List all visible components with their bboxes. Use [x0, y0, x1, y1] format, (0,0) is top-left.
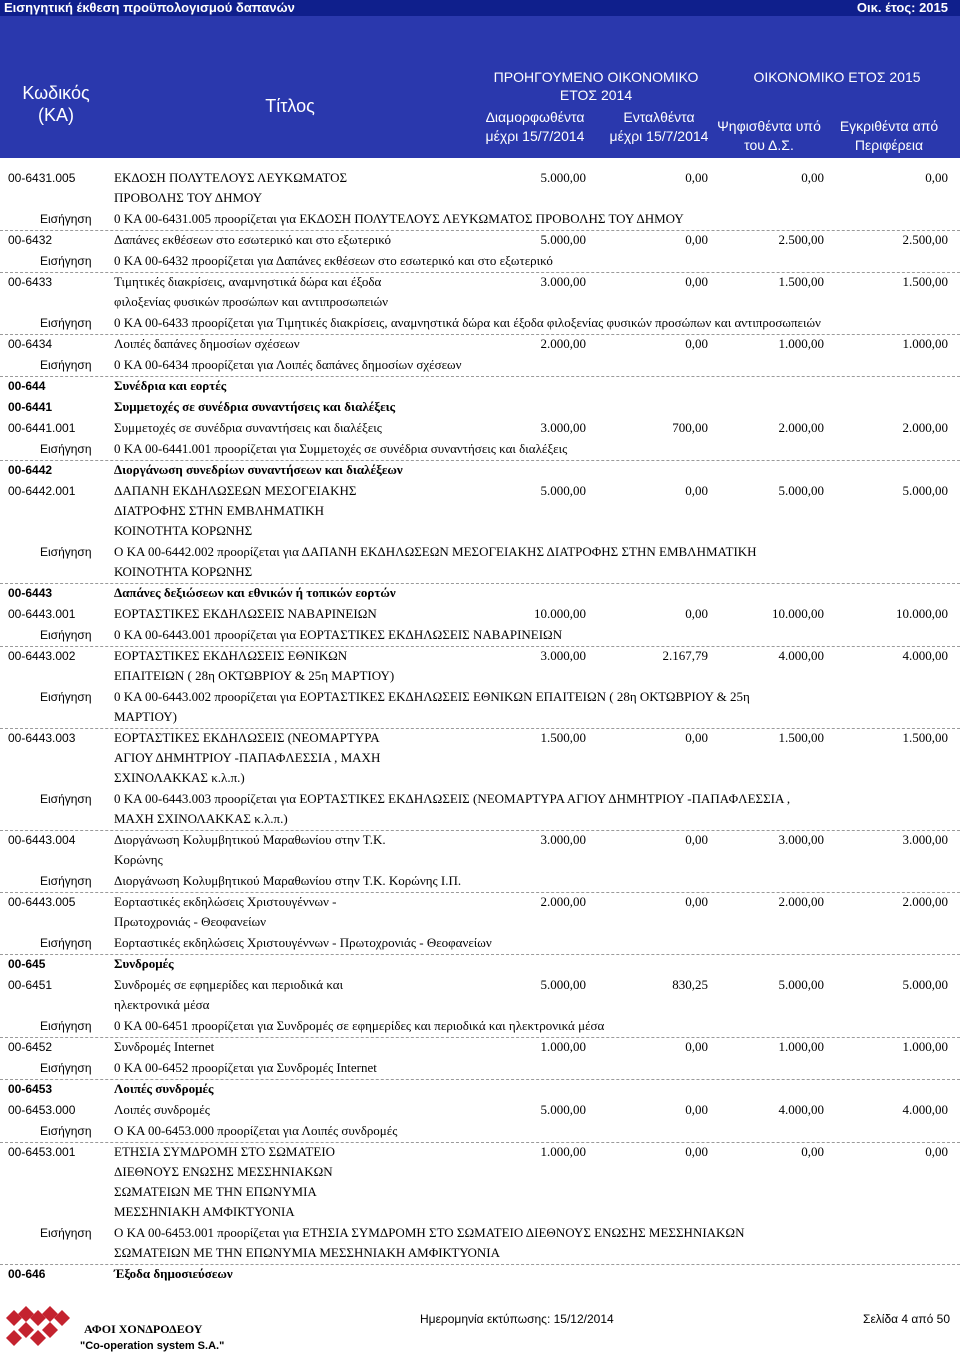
recommendation-text: ΚΟΙΝΟΤΗΤΑ ΚΟΡΩΝΗΣ	[114, 564, 253, 579]
account-title: ΚΟΙΝΟΤΗΤΑ ΚΟΡΩΝΗΣ	[114, 523, 253, 538]
account-title: Διοργάνωση Κολυμβητικού Μαραθωνίου στην Τ.Κ.	[114, 832, 386, 847]
formed-amount: 2.000,00	[540, 336, 586, 351]
formed-amount: 5.000,00	[540, 1102, 586, 1117]
voted-amount: 3.000,00	[778, 832, 824, 847]
account-title: ΕΟΡΤΑΣΤΙΚΕΣ ΕΚΔΗΛΩΣΕΙΣ (ΝΕΟΜΑΡΤΥΡΑ	[114, 730, 380, 745]
recommendation-row	[0, 871, 960, 893]
voted-amount: 2.000,00	[778, 894, 824, 909]
budget-line-row	[0, 481, 960, 542]
ordered-amount: 0,00	[685, 170, 708, 185]
recommendation-label: Εισήγηση	[40, 1124, 92, 1138]
account-title: ΕΟΡΤΑΣΤΙΚΕΣ ΕΚΔΗΛΩΣΕΙΣ ΝΑΒΑΡΙΝΕΙΩΝ	[114, 606, 377, 621]
voted-amount: 4.000,00	[778, 1102, 824, 1117]
formed-amount: 3.000,00	[540, 274, 586, 289]
account-code: 00-6442	[8, 463, 53, 477]
account-title: Διοργάνωση συνεδρίων συναντήσεων και διαλέξεων	[114, 462, 403, 477]
approved-amount: 0,00	[925, 170, 948, 185]
recommendation-row	[0, 355, 960, 377]
ordered-amount: 0,00	[685, 894, 708, 909]
previous-year-header: ΠΡΟΗΓΟΥΜΕΝΟ ΟΙΚΟΝΟΜΙΚΟ ΕΤΟΣ 2014	[493, 69, 699, 103]
report-title: Εισηγητική έκθεση προϋπολογισμού δαπανών	[4, 0, 295, 15]
formed-amount: 5.000,00	[540, 977, 586, 992]
recommendation-label: Εισήγηση	[40, 316, 92, 330]
account-code: 00-6443.001	[8, 607, 76, 621]
budget-line-row	[0, 646, 960, 687]
account-title: ΔΑΠΑΝΗ ΕΚΔΗΛΩΣΕΩΝ ΜΕΣΟΓΕΙΑΚΗΣ	[114, 483, 357, 498]
approved-amount: 5.000,00	[902, 977, 948, 992]
recommendation-text: 0 ΚΑ 00-6443.002 προορίζεται για ΕΟΡΤΑΣΤΙΚΕΣ ΕΚΔΗΛΩΣΕΙΣ ΕΘΝΙΚΩΝ ΕΠΑΙΤΕΙΩΝ ( 28η ΟΚΤΩΒΡΙΟΥ & 25η	[114, 689, 750, 704]
recommendation-text: Ο ΚΑ 00-6442.002 προορίζεται για ΔΑΠΑΝΗ ΕΚΔΗΛΩΣΕΩΝ ΜΕΣΟΓΕΙΑΚΗΣ ΔΙΑΤΡΟΦΗΣ ΣΤΗΝ ΕΜΒΛΗΜΑΤΙΚΗ	[114, 544, 757, 559]
recommendation-row	[0, 313, 960, 335]
recommendation-label: Εισήγηση	[40, 690, 92, 704]
approved-amount: 4.000,00	[902, 648, 948, 663]
account-code: 00-6443.003	[8, 731, 76, 745]
voted-amount: 1.500,00	[778, 730, 824, 745]
budget-line-row	[0, 1037, 960, 1058]
account-title: ΠΡΟΒΟΛΗΣ ΤΟΥ ΔΗΜΟΥ	[114, 190, 263, 205]
recommendation-label: Εισήγηση	[40, 442, 92, 456]
account-title: ΕΟΡΤΑΣΤΙΚΕΣ ΕΚΔΗΛΩΣΕΙΣ ΕΘΝΙΚΩΝ	[114, 648, 348, 663]
account-code: 00-6432	[8, 233, 53, 247]
formed-amount: 5.000,00	[540, 232, 586, 247]
account-title: Συνδρομές Internet	[114, 1039, 215, 1054]
recommendation-text: ΜΑΡΤΙΟΥ)	[114, 709, 177, 724]
recommendation-text: 0 ΚΑ 00-6432 προορίζεται για Δαπάνες εκθέσεων στο εσωτερικό και στο εξωτερικό	[114, 253, 553, 268]
account-title: Δαπάνες εκθέσεων στο εσωτερικό και στο εξωτερικό	[114, 232, 392, 247]
formed-amount: 1.000,00	[540, 1144, 586, 1159]
account-code: 00-6443.004	[8, 833, 76, 847]
recommendation-text: Ο ΚΑ 00-6453.001 προορίζεται για ΕΤΗΣΙΑ ΣΥΜΔΡΟΜΗ ΣΤΟ ΣΩΜΑΤΕΙΟ ΔΙΕΘΝΟΥΣ ΕΝΩΣΗΣ ΜΕΣΣΗΝΙΑΚΩΝ	[114, 1225, 745, 1240]
account-title: ΕΤΗΣΙΑ ΣΥΜΔΡΟΜΗ ΣΤΟ ΣΩΜΑΤΕΙΟ	[114, 1144, 336, 1159]
voted-amount: 4.000,00	[778, 648, 824, 663]
recommendation-row	[0, 1121, 960, 1143]
approved-amount: 0,00	[925, 1144, 948, 1159]
recommendation-label: Εισήγηση	[40, 1019, 92, 1033]
approved-amount: 2.500,00	[902, 232, 948, 247]
formed-amount: 10.000,00	[534, 606, 586, 621]
recommendation-row	[0, 687, 960, 729]
formed-amount: 5.000,00	[540, 170, 586, 185]
recommendation-label: Εισήγηση	[40, 874, 92, 888]
recommendation-row	[0, 1223, 960, 1265]
voted-amount: 0,00	[801, 1144, 824, 1159]
budget-line-row	[0, 604, 960, 625]
recommendation-label: Εισήγηση	[40, 792, 92, 806]
account-code: 00-6453.001	[8, 1145, 76, 1159]
account-title: Κορώνης	[114, 852, 163, 867]
recommendation-text: ΣΩΜΑΤΕΙΩΝ ΜΕ ΤΗΝ ΕΠΩΝΥΜΙΑ ΜΕΣΣΗΝΙΑΚΗ ΑΜΦΙΚΤΥΟΝΙΑ	[114, 1245, 501, 1260]
ordered-amount: 0,00	[685, 336, 708, 351]
budget-line-row	[0, 830, 960, 871]
account-title: ΕΠΑΙΤΕΙΩΝ ( 28η ΟΚΤΩΒΡΙΟΥ & 25η ΜΑΡΤΙΟΥ)	[114, 668, 395, 683]
account-code: 00-6443.002	[8, 649, 76, 663]
category-row	[0, 397, 960, 418]
recommendation-row	[0, 209, 960, 231]
recommendation-row	[0, 1058, 960, 1080]
account-code: 00-6441.001	[8, 421, 76, 435]
recommendation-row	[0, 542, 960, 584]
ordered-amount: 0,00	[685, 1039, 708, 1054]
recommendation-label: Εισήγηση	[40, 254, 92, 268]
ordered-amount: 0,00	[685, 1102, 708, 1117]
approved-column-header: Εγκριθέντα από Περιφέρεια	[839, 118, 939, 153]
recommendation-label: Εισήγηση	[40, 1226, 92, 1240]
account-title: ΜΕΣΣΗΝΙΑΚΗ ΑΜΦΙΚΤΥΟΝΙΑ	[114, 1204, 295, 1219]
budget-line-row	[0, 1100, 960, 1121]
ordered-amount: 0,00	[685, 232, 708, 247]
account-title: ΑΓΙΟΥ ΔΗΜΗΤΡΙΟΥ -ΠΑΠΑΦΛΕΣΣΙΑ , ΜΑΧΗ	[114, 750, 381, 765]
recommendation-label: Εισήγηση	[40, 936, 92, 950]
account-title: Έξοδα δημοσιεύσεων	[114, 1266, 233, 1281]
recommendation-row	[0, 933, 960, 955]
page-footer	[0, 1300, 960, 1356]
approved-amount: 5.000,00	[902, 483, 948, 498]
approved-amount: 3.000,00	[902, 832, 948, 847]
budget-line-row	[0, 1142, 960, 1223]
ordered-amount: 0,00	[685, 274, 708, 289]
voted-amount: 0,00	[801, 170, 824, 185]
report-top-bar	[0, 0, 960, 16]
account-title: Συνδρομές σε εφημερίδες και περιοδικά και	[114, 977, 344, 992]
account-code: 00-646	[8, 1267, 46, 1281]
formed-amount: 3.000,00	[540, 648, 586, 663]
voted-amount: 5.000,00	[778, 483, 824, 498]
budget-line-row	[0, 272, 960, 313]
formed-amount: 5.000,00	[540, 483, 586, 498]
ordered-amount: 0,00	[685, 606, 708, 621]
account-title: Λοιπές συνδρομές	[114, 1102, 210, 1117]
recommendation-text: 0 ΚΑ 00-6433 προορίζεται για Τιμητικές διακρίσεις, αναμνηστικά δώρα και έξοδα φιλοξενίας φυσικών προσώπων και αντιπροσωπειών	[114, 315, 821, 330]
fiscal-year: Οικ. έτος: 2015	[856, 0, 948, 15]
category-row	[0, 954, 960, 975]
recommendation-row	[0, 1016, 960, 1038]
budget-line-row	[0, 975, 960, 1016]
ordered-amount: 0,00	[685, 483, 708, 498]
formed-amount: 1.000,00	[540, 1039, 586, 1054]
account-title: Συμμετοχές σε συνέδρια συναντήσεις και διαλέξεις	[114, 399, 396, 414]
account-code: 00-6453.000	[8, 1103, 76, 1117]
formed-amount: 1.500,00	[540, 730, 586, 745]
account-code: 00-644	[8, 379, 46, 393]
account-code: 00-6453	[8, 1082, 53, 1096]
title-column-header: Τίτλος	[265, 96, 315, 116]
account-code: 00-6443.005	[8, 895, 76, 909]
account-title: ηλεκτρονικά μέσα	[114, 997, 210, 1012]
recommendation-text: 0 ΚΑ 00-6443.001 προορίζεται για ΕΟΡΤΑΣΤΙΚΕΣ ΕΚΔΗΛΩΣΕΙΣ ΝΑΒΑΡΙΝΕΙΩΝ	[114, 627, 563, 642]
account-code: 00-6433	[8, 275, 53, 289]
account-code: 00-6443	[8, 586, 53, 600]
voted-amount: 1.000,00	[778, 1039, 824, 1054]
ordered-amount: 0,00	[685, 832, 708, 847]
voted-amount: 2.500,00	[778, 232, 824, 247]
table-header	[0, 16, 960, 158]
recommendation-label: Εισήγηση	[40, 1061, 92, 1075]
print-date: Ημερομηνία εκτύπωσης: 15/12/2014	[420, 1312, 614, 1326]
account-code: 00-6431.005	[8, 171, 76, 185]
recommendation-label: Εισήγηση	[40, 545, 92, 559]
account-title: ΔΙΑΤΡΟΦΗΣ ΣΤΗΝ ΕΜΒΛΗΜΑΤΙΚΗ	[114, 503, 324, 518]
formed-amount: 2.000,00	[540, 894, 586, 909]
budget-line-row	[0, 168, 960, 209]
approved-amount: 4.000,00	[902, 1102, 948, 1117]
recommendation-text: 0 ΚΑ 00-6441.001 προορίζεται για Συμμετοχές σε συνέδρια συναντήσεις και διαλέξεις	[114, 441, 568, 456]
approved-amount: 2.000,00	[902, 420, 948, 435]
account-code: 00-6452	[8, 1040, 53, 1054]
account-code: 00-645	[8, 957, 46, 971]
recommendation-label: Εισήγηση	[40, 212, 92, 226]
formed-amount: 3.000,00	[540, 832, 586, 847]
code-column-header: Κωδικός (ΚΑ)	[22, 83, 90, 125]
account-title: Εορταστικές εκδηλώσεις Χριστουγέννων -	[114, 894, 337, 909]
recommendation-text: Διοργάνωση Κολυμβητικού Μαραθωνίου στην Τ.Κ. Κορώνης Ι.Π.	[114, 873, 462, 888]
account-title: φιλοξενίας φυσικών προσώπων και αντιπροσωπειών	[114, 294, 389, 309]
category-row	[0, 1264, 960, 1285]
account-title: Λοιπές συνδρομές	[114, 1081, 214, 1096]
account-title: ΔΙΕΘΝΟΥΣ ΕΝΩΣΗΣ ΜΕΣΣΗΝΙΑΚΩΝ	[114, 1164, 333, 1179]
recommendation-text: Εορταστικές εκδηλώσεις Χριστουγέννων - Πρωτοχρονιάς - Θεοφανείων	[114, 935, 492, 950]
current-year-header: ΟΙΚΟΝΟΜΙΚΟ ΕΤΟΣ 2015	[753, 69, 921, 85]
category-row	[0, 1079, 960, 1100]
recommendation-row	[0, 625, 960, 647]
account-code: 00-6451	[8, 978, 53, 992]
account-title: Πρωτοχρονιάς - Θεοφανείων	[114, 914, 267, 929]
account-code: 00-6441	[8, 400, 53, 414]
category-row	[0, 376, 960, 397]
voted-amount: 1.000,00	[778, 336, 824, 351]
budget-line-row	[0, 230, 960, 251]
account-title: Συμμετοχές σε συνέδρια συναντήσεις και διαλέξεις	[114, 420, 382, 435]
account-title: Δαπάνες δεξιώσεων και εθνικών ή τοπικών εορτών	[114, 585, 396, 600]
recommendation-text: 0 ΚΑ 00-6431.005 προορίζεται για ΕΚΔΟΣΗ ΠΟΛΥΤΕΛΟΥΣ ΛΕΥΚΩΜΑΤΟΣ ΠΡΟΒΟΛΗΣ ΤΟΥ ΔΗΜΟΥ	[114, 211, 684, 226]
budget-line-row	[0, 334, 960, 355]
voted-amount: 1.500,00	[778, 274, 824, 289]
recommendation-text: Ο ΚΑ 00-6453.000 προορίζεται για Λοιπές συνδρομές	[114, 1123, 398, 1138]
ordered-amount: 830,25	[672, 977, 708, 992]
category-row	[0, 460, 960, 481]
recommendation-label: Εισήγηση	[40, 628, 92, 642]
recommendation-label: Εισήγηση	[40, 358, 92, 372]
approved-amount: 10.000,00	[896, 606, 948, 621]
budget-line-row	[0, 728, 960, 789]
formed-amount: 3.000,00	[540, 420, 586, 435]
account-title: Συνέδρια και εορτές	[114, 378, 227, 393]
recommendation-row	[0, 251, 960, 273]
voted-amount: 2.000,00	[778, 420, 824, 435]
approved-amount: 2.000,00	[902, 894, 948, 909]
voted-column-header: Ψηφισθέντα υπό του Δ.Σ.	[717, 118, 821, 153]
voted-amount: 10.000,00	[772, 606, 824, 621]
account-code: 00-6434	[8, 337, 53, 351]
approved-amount: 1.500,00	[902, 274, 948, 289]
budget-line-row	[0, 892, 960, 933]
recommendation-text: 0 ΚΑ 00-6443.003 προορίζεται για ΕΟΡΤΑΣΤΙΚΕΣ ΕΚΔΗΛΩΣΕΙΣ (ΝΕΟΜΑΡΤΥΡΑ ΑΓΙΟΥ ΔΗΜΗΤΡΙΟΥ -ΠΑΠΑΦΛΕΣΣΙΑ ,	[114, 791, 791, 806]
company-logo	[6, 1304, 78, 1350]
page-number: Σελίδα 4 από 50	[863, 1312, 950, 1326]
account-title: Τιμητικές διακρίσεις, αναμνηστικά δώρα και έξοδα	[114, 274, 382, 289]
recommendation-text: 0 ΚΑ 00-6451 προορίζεται για Συνδρομές σε εφημερίδες και περιοδικά και ηλεκτρονικά μέσα	[114, 1018, 605, 1033]
account-title: ΣΧΙΝΟΛΑΚΚΑΣ κ.λ.π.)	[114, 770, 245, 785]
ordered-amount: 0,00	[685, 730, 708, 745]
category-row	[0, 583, 960, 604]
voted-amount: 5.000,00	[778, 977, 824, 992]
account-title: Συνδρομές	[114, 956, 174, 971]
recommendation-row	[0, 439, 960, 461]
account-title: ΣΩΜΑΤΕΙΩΝ ΜΕ ΤΗΝ ΕΠΩΝΥΜΙΑ	[114, 1184, 317, 1199]
ordered-column-header: Ενταλθέντα μέχρι 15/7/2014	[609, 109, 709, 144]
recommendation-text: 0 ΚΑ 00-6452 προορίζεται για Συνδρομές Internet	[114, 1060, 377, 1075]
approved-amount: 1.500,00	[902, 730, 948, 745]
ordered-amount: 2.167,79	[662, 648, 708, 663]
ordered-amount: 700,00	[672, 420, 708, 435]
recommendation-row	[0, 789, 960, 831]
recommendation-text: 0 ΚΑ 00-6434 προορίζεται για Λοιπές δαπάνες δημοσίων σχέσεων	[114, 357, 462, 372]
account-title: Λοιπές δαπάνες δημοσίων σχέσεων	[114, 336, 300, 351]
recommendation-text: ΜΑΧΗ ΣΧΙΝΟΛΑΚΚΑΣ κ.λ.π.)	[114, 811, 288, 826]
account-code: 00-6442.001	[8, 484, 76, 498]
company-name: ΑΦΟΙ ΧΟΝΔΡΟΔΕΟΥ	[84, 1322, 203, 1336]
account-title: ΕΚΔΟΣΗ ΠΟΛΥΤΕΛΟΥΣ ΛΕΥΚΩΜΑΤΟΣ	[114, 170, 348, 185]
approved-amount: 1.000,00	[902, 1039, 948, 1054]
company-subtitle: "Co-operation system S.A."	[80, 1340, 225, 1352]
formed-column-header: Διαμορφωθέντα μέχρι 15/7/2014	[485, 109, 585, 144]
approved-amount: 1.000,00	[902, 336, 948, 351]
ordered-amount: 0,00	[685, 1144, 708, 1159]
budget-line-row	[0, 418, 960, 439]
